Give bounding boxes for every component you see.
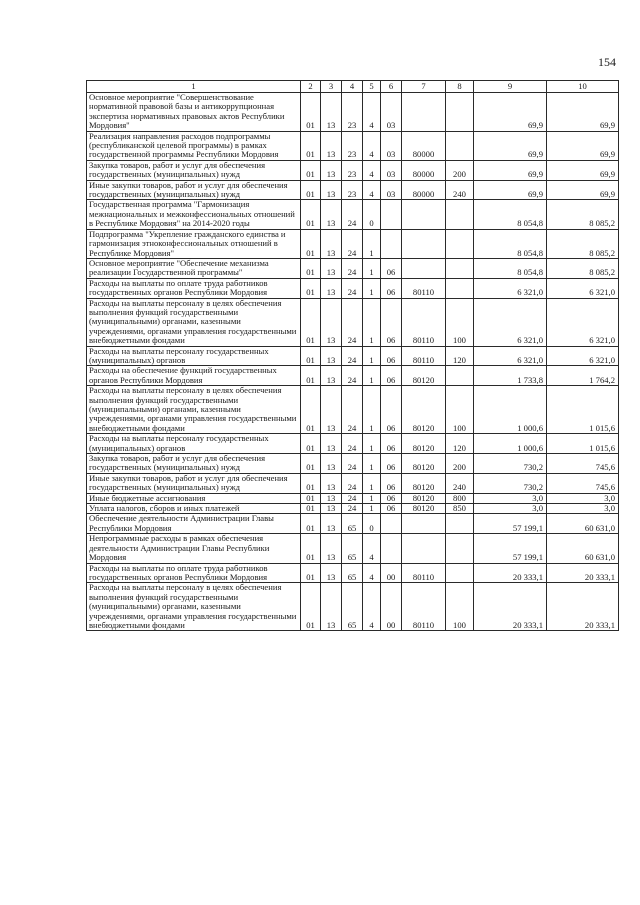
cell-code: 24 xyxy=(342,258,363,278)
cell-amount: 6 321,0 xyxy=(474,346,547,366)
cell-code: 24 xyxy=(342,473,363,493)
table-row xyxy=(87,298,619,346)
cell-code: 80120 xyxy=(402,504,446,514)
cell-code: 1 xyxy=(363,229,381,258)
row-name: Уплата налогов, сборов и иных платежей xyxy=(87,504,301,514)
cell-code: 80120 xyxy=(402,386,446,434)
row-name: Расходы на выплаты персоналу в целях обеспечения выполнения функций государственными (муниципальными) органами, казенными учреждениями, органами управления государственными внебюджетными фондами xyxy=(87,298,301,346)
cell-code: 850 xyxy=(446,504,474,514)
cell-code: 06 xyxy=(381,454,402,474)
table-row xyxy=(87,583,619,631)
cell-code: 00 xyxy=(381,563,402,583)
column-header: 4 xyxy=(342,81,363,93)
cell-code: 80000 xyxy=(402,131,446,160)
cell-amount: 3,0 xyxy=(474,504,547,514)
cell-code: 80000 xyxy=(402,180,446,200)
cell-code: 120 xyxy=(446,434,474,454)
column-header: 5 xyxy=(363,81,381,93)
cell-code: 4 xyxy=(363,180,381,200)
cell-amount: 3,0 xyxy=(547,493,619,503)
cell-code xyxy=(446,229,474,258)
cell-code: 01 xyxy=(301,534,321,563)
cell-code: 01 xyxy=(301,229,321,258)
table-row xyxy=(87,386,619,434)
cell-code: 13 xyxy=(321,278,342,298)
cell-code: 1 xyxy=(363,493,381,503)
cell-code: 4 xyxy=(363,131,381,160)
cell-code: 01 xyxy=(301,200,321,229)
cell-amount: 57 199,1 xyxy=(474,534,547,563)
cell-amount: 20 333,1 xyxy=(547,563,619,583)
cell-code xyxy=(402,229,446,258)
cell-code: 200 xyxy=(446,160,474,180)
cell-amount: 69,9 xyxy=(474,160,547,180)
cell-code: 80110 xyxy=(402,278,446,298)
cell-amount: 1 764,2 xyxy=(547,366,619,386)
cell-code: 1 xyxy=(363,278,381,298)
cell-code: 03 xyxy=(381,93,402,132)
cell-code: 01 xyxy=(301,386,321,434)
cell-code xyxy=(446,131,474,160)
cell-code: 1 xyxy=(363,434,381,454)
table-row xyxy=(87,180,619,200)
cell-code: 01 xyxy=(301,493,321,503)
cell-code: 13 xyxy=(321,229,342,258)
row-name: Закупка товаров, работ и услуг для обеспечения государственных (муниципальных) нужд xyxy=(87,454,301,474)
budget-table xyxy=(86,80,619,631)
row-name: Реализация направления расходов подпрограммы (республиканской целевой программы) в рамках государственной программы Республики Мордовия xyxy=(87,131,301,160)
cell-amount: 745,6 xyxy=(547,473,619,493)
row-name: Расходы на выплаты персоналу государственных (муниципальных) органов xyxy=(87,346,301,366)
table-row xyxy=(87,493,619,503)
cell-code: 24 xyxy=(342,504,363,514)
row-name: Основное мероприятие "Совершенствование нормативной правовой базы и антикоррупционная экспертиза нормативных правовых актов Республики Мордовия" xyxy=(87,93,301,132)
cell-amount: 8 054,8 xyxy=(474,258,547,278)
cell-code: 24 xyxy=(342,386,363,434)
cell-code xyxy=(402,258,446,278)
row-name: Расходы на выплаты по оплате труда работников государственных органов Республики Мордовия xyxy=(87,563,301,583)
cell-code: 23 xyxy=(342,160,363,180)
cell-code xyxy=(402,514,446,534)
cell-code xyxy=(446,563,474,583)
cell-code: 80110 xyxy=(402,298,446,346)
cell-code: 06 xyxy=(381,346,402,366)
cell-code: 240 xyxy=(446,473,474,493)
cell-amount: 6 321,0 xyxy=(474,278,547,298)
column-header: 9 xyxy=(474,81,547,93)
cell-code: 03 xyxy=(381,131,402,160)
header-row xyxy=(87,81,619,93)
cell-amount: 1 000,6 xyxy=(474,434,547,454)
cell-code: 24 xyxy=(342,346,363,366)
cell-code: 65 xyxy=(342,583,363,631)
cell-code: 13 xyxy=(321,493,342,503)
cell-code: 80110 xyxy=(402,563,446,583)
table-row xyxy=(87,258,619,278)
table-row xyxy=(87,514,619,534)
cell-code: 24 xyxy=(342,278,363,298)
table-row xyxy=(87,160,619,180)
column-header: 2 xyxy=(301,81,321,93)
cell-code: 01 xyxy=(301,298,321,346)
cell-code xyxy=(446,366,474,386)
cell-amount: 69,9 xyxy=(474,131,547,160)
cell-code xyxy=(446,514,474,534)
cell-code: 06 xyxy=(381,298,402,346)
cell-code: 1 xyxy=(363,473,381,493)
cell-code: 13 xyxy=(321,131,342,160)
cell-amount: 69,9 xyxy=(547,131,619,160)
cell-code: 13 xyxy=(321,504,342,514)
table-row xyxy=(87,278,619,298)
cell-amount: 3,0 xyxy=(547,504,619,514)
cell-amount: 69,9 xyxy=(547,93,619,132)
column-header: 7 xyxy=(402,81,446,93)
row-name: Обеспечение деятельности Администрации Главы Республики Мордовия xyxy=(87,514,301,534)
cell-code: 1 xyxy=(363,504,381,514)
cell-code: 24 xyxy=(342,434,363,454)
cell-code xyxy=(446,278,474,298)
table-row xyxy=(87,200,619,229)
cell-code: 24 xyxy=(342,298,363,346)
cell-amount: 745,6 xyxy=(547,454,619,474)
cell-code: 13 xyxy=(321,514,342,534)
cell-code: 13 xyxy=(321,346,342,366)
cell-code: 800 xyxy=(446,493,474,503)
cell-code xyxy=(446,200,474,229)
cell-code: 03 xyxy=(381,180,402,200)
cell-code: 01 xyxy=(301,473,321,493)
table-row xyxy=(87,434,619,454)
cell-amount: 6 321,0 xyxy=(474,298,547,346)
cell-code xyxy=(446,534,474,563)
cell-code: 13 xyxy=(321,258,342,278)
cell-code: 13 xyxy=(321,160,342,180)
row-name: Иные бюджетные ассигнования xyxy=(87,493,301,503)
cell-code: 01 xyxy=(301,434,321,454)
cell-code: 06 xyxy=(381,258,402,278)
cell-code: 0 xyxy=(363,200,381,229)
row-name: Расходы на выплаты персоналу в целях обеспечения выполнения функций государственными (муниципальными) органами, казенными учреждениями, органами управления государственными внебюджетными фондами xyxy=(87,583,301,631)
cell-code: 80120 xyxy=(402,366,446,386)
cell-code: 100 xyxy=(446,386,474,434)
cell-code: 13 xyxy=(321,386,342,434)
cell-amount: 60 631,0 xyxy=(547,514,619,534)
cell-code: 80110 xyxy=(402,346,446,366)
cell-code xyxy=(446,93,474,132)
cell-code: 06 xyxy=(381,366,402,386)
cell-code: 1 xyxy=(363,454,381,474)
cell-amount: 20 333,1 xyxy=(474,583,547,631)
row-name: Расходы на выплаты персоналу в целях обеспечения выполнения функций государственными (муниципальными) органами, казенными учреждениями, органами управления государственными внебюджетными фондами xyxy=(87,386,301,434)
row-name: Непрограммные расходы в рамках обеспечения деятельности Администрации Главы Республики Мордовия xyxy=(87,534,301,563)
cell-code: 24 xyxy=(342,229,363,258)
cell-amount: 1 015,6 xyxy=(547,386,619,434)
cell-code: 23 xyxy=(342,180,363,200)
cell-code: 01 xyxy=(301,366,321,386)
cell-code: 4 xyxy=(363,563,381,583)
cell-code: 1 xyxy=(363,386,381,434)
cell-code xyxy=(381,229,402,258)
cell-amount: 8 085,2 xyxy=(547,200,619,229)
cell-code: 65 xyxy=(342,534,363,563)
row-name: Закупка товаров, работ и услуг для обеспечения государственных (муниципальных) нужд xyxy=(87,160,301,180)
cell-code: 13 xyxy=(321,180,342,200)
cell-code: 06 xyxy=(381,493,402,503)
table-row xyxy=(87,473,619,493)
cell-code: 23 xyxy=(342,93,363,132)
cell-code xyxy=(381,200,402,229)
table-row xyxy=(87,454,619,474)
column-header: 6 xyxy=(381,81,402,93)
table-body xyxy=(87,93,619,631)
table-row xyxy=(87,563,619,583)
cell-code: 120 xyxy=(446,346,474,366)
cell-code: 1 xyxy=(363,298,381,346)
cell-amount: 8 085,2 xyxy=(547,258,619,278)
cell-code: 06 xyxy=(381,504,402,514)
cell-amount: 730,2 xyxy=(474,454,547,474)
cell-code: 06 xyxy=(381,386,402,434)
column-header: 8 xyxy=(446,81,474,93)
cell-code: 13 xyxy=(321,93,342,132)
cell-code: 13 xyxy=(321,454,342,474)
cell-code xyxy=(381,514,402,534)
cell-amount: 6 321,0 xyxy=(547,346,619,366)
row-name: Иные закупки товаров, работ и услуг для обеспечения государственных (муниципальных) нужд xyxy=(87,180,301,200)
cell-code: 01 xyxy=(301,346,321,366)
cell-code xyxy=(402,534,446,563)
cell-amount: 1 000,6 xyxy=(474,386,547,434)
cell-code: 01 xyxy=(301,563,321,583)
cell-amount: 20 333,1 xyxy=(547,583,619,631)
table-row xyxy=(87,131,619,160)
cell-code: 13 xyxy=(321,366,342,386)
cell-code: 06 xyxy=(381,434,402,454)
cell-code xyxy=(446,258,474,278)
cell-code: 80000 xyxy=(402,160,446,180)
column-header: 10 xyxy=(547,81,619,93)
cell-code: 200 xyxy=(446,454,474,474)
cell-code: 1 xyxy=(363,346,381,366)
cell-code: 13 xyxy=(321,563,342,583)
cell-amount: 3,0 xyxy=(474,493,547,503)
cell-code: 24 xyxy=(342,200,363,229)
cell-code: 01 xyxy=(301,160,321,180)
cell-code: 01 xyxy=(301,180,321,200)
cell-amount: 69,9 xyxy=(547,180,619,200)
cell-code: 100 xyxy=(446,298,474,346)
cell-code: 4 xyxy=(363,160,381,180)
table-row xyxy=(87,346,619,366)
table-row xyxy=(87,229,619,258)
cell-code: 23 xyxy=(342,131,363,160)
table-row xyxy=(87,366,619,386)
cell-amount: 6 321,0 xyxy=(547,278,619,298)
cell-code: 80120 xyxy=(402,434,446,454)
cell-code: 13 xyxy=(321,434,342,454)
page-number: 154 xyxy=(598,55,616,69)
cell-code: 80120 xyxy=(402,473,446,493)
cell-code: 01 xyxy=(301,454,321,474)
cell-amount: 730,2 xyxy=(474,473,547,493)
cell-amount: 8 054,8 xyxy=(474,200,547,229)
cell-amount: 69,9 xyxy=(474,93,547,132)
row-name: Иные закупки товаров, работ и услуг для обеспечения государственных (муниципальных) нужд xyxy=(87,473,301,493)
cell-code: 4 xyxy=(363,534,381,563)
cell-code: 13 xyxy=(321,473,342,493)
cell-code: 00 xyxy=(381,583,402,631)
cell-code: 13 xyxy=(321,298,342,346)
cell-code: 4 xyxy=(363,93,381,132)
row-name: Государственная программа "Гармонизация межнациональных и межконфессиональных отношений в Республике Мордовия" на 2014-2020 годы xyxy=(87,200,301,229)
cell-code: 06 xyxy=(381,278,402,298)
cell-amount: 1 015,6 xyxy=(547,434,619,454)
cell-code xyxy=(381,534,402,563)
cell-code: 80110 xyxy=(402,583,446,631)
cell-amount: 69,9 xyxy=(474,180,547,200)
cell-code: 4 xyxy=(363,583,381,631)
table-row xyxy=(87,504,619,514)
cell-amount: 69,9 xyxy=(547,160,619,180)
column-header: 3 xyxy=(321,81,342,93)
row-name: Расходы на выплаты персоналу государственных (муниципальных) органов xyxy=(87,434,301,454)
cell-code: 24 xyxy=(342,493,363,503)
cell-code: 100 xyxy=(446,583,474,631)
row-name: Расходы на выплаты по оплате труда работников государственных органов Республики Мордовия xyxy=(87,278,301,298)
cell-code: 01 xyxy=(301,93,321,132)
row-name: Подпрограмма "Укрепление гражданского единства и гармонизация этноконфессиональных отношений в Республике Мордовия" xyxy=(87,229,301,258)
cell-code: 24 xyxy=(342,366,363,386)
cell-code: 13 xyxy=(321,200,342,229)
cell-code: 13 xyxy=(321,534,342,563)
cell-code: 240 xyxy=(446,180,474,200)
cell-code xyxy=(402,93,446,132)
cell-amount: 1 733,8 xyxy=(474,366,547,386)
table-row xyxy=(87,93,619,132)
cell-amount: 8 054,8 xyxy=(474,229,547,258)
cell-code xyxy=(402,200,446,229)
cell-amount: 60 631,0 xyxy=(547,534,619,563)
cell-code: 01 xyxy=(301,258,321,278)
cell-code: 80120 xyxy=(402,454,446,474)
cell-code: 01 xyxy=(301,504,321,514)
cell-code: 01 xyxy=(301,278,321,298)
table-row xyxy=(87,534,619,563)
cell-code: 01 xyxy=(301,131,321,160)
cell-code: 13 xyxy=(321,583,342,631)
cell-amount: 20 333,1 xyxy=(474,563,547,583)
cell-code: 80120 xyxy=(402,493,446,503)
cell-amount: 57 199,1 xyxy=(474,514,547,534)
cell-code: 1 xyxy=(363,258,381,278)
column-header: 1 xyxy=(87,81,301,93)
row-name: Основное мероприятие "Обеспечение механизма реализации Государственной программы" xyxy=(87,258,301,278)
row-name: Расходы на обеспечение функций государственных органов Республики Мордовия xyxy=(87,366,301,386)
cell-amount: 6 321,0 xyxy=(547,298,619,346)
cell-code: 24 xyxy=(342,454,363,474)
cell-code: 03 xyxy=(381,160,402,180)
cell-code: 06 xyxy=(381,473,402,493)
cell-code: 01 xyxy=(301,583,321,631)
cell-amount: 8 085,2 xyxy=(547,229,619,258)
cell-code: 0 xyxy=(363,514,381,534)
cell-code: 1 xyxy=(363,366,381,386)
cell-code: 65 xyxy=(342,514,363,534)
cell-code: 01 xyxy=(301,514,321,534)
cell-code: 65 xyxy=(342,563,363,583)
